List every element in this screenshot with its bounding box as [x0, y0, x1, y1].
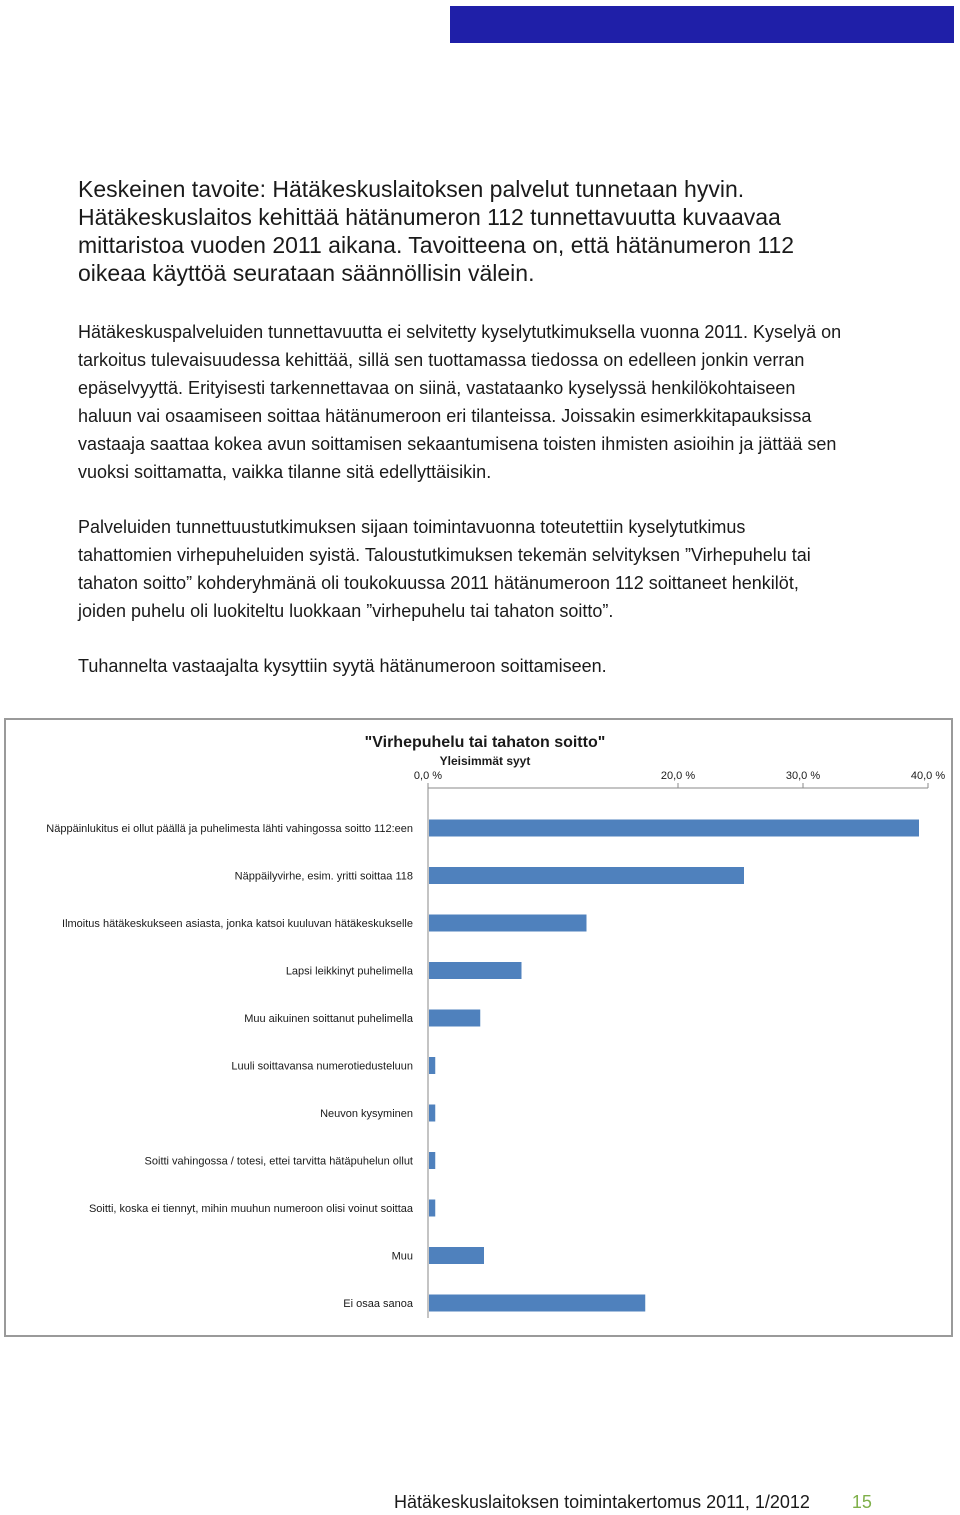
bar [429, 962, 522, 979]
paragraph-line: Tuhannelta vastaajalta kysyttiin syytä hätänumeroon soittamiseen. [78, 656, 607, 676]
paragraph-question [78, 652, 928, 680]
category-label: Näppäilyvirhe, esim. yritti soittaa 118 [234, 870, 413, 883]
bar-chart-frame [4, 718, 953, 1337]
category-label: Näppäinlukitus ei ollut päällä ja puhelimesta lähti vahingossa soitto 112:een [46, 823, 413, 835]
category-label: Ilmoitus hätäkeskukseen asiasta, jonka katsoi kuuluvan hätäkeskukselle [62, 918, 413, 930]
bar [429, 1057, 435, 1074]
bar [429, 820, 919, 837]
goal-line: Hätäkeskuslaitos kehittää hätänumeron 112 tunnettavuutta kuvaavaa [78, 204, 781, 230]
chart-title: "Virhepuhelu tai tahaton soitto" [364, 734, 606, 751]
page-number: 15 [851, 1492, 872, 1512]
bar [429, 1200, 435, 1217]
header-color-band [450, 6, 954, 43]
category-label: Lapsi leikkinyt puhelimella [285, 965, 413, 978]
chart-subtitle: Yleisimmät syyt [439, 754, 531, 768]
paragraph-line: tahaton soitto” kohderyhmänä oli toukokuussa 2011 hätänumeroon 112 soittaneet henkilöt, [78, 573, 799, 593]
paragraph-survey-note [78, 318, 928, 486]
x-tick-label: 0,0 % [413, 770, 443, 782]
paragraph-study-description [78, 513, 928, 625]
x-tick-label: 40,0 % [910, 770, 946, 782]
paragraph-line: Hätäkeskuspalveluiden tunnettavuutta ei selvitetty kyselytutkimuksella vuonna 2011. Kyselyä on [78, 322, 842, 342]
paragraph-line: epäselvyyttä. Erityisesti tarkennettavaa on siinä, vastataanko kyselyssä henkilökohtaiseen [78, 378, 796, 398]
category-label: Luuli soittavansa numerotiedusteluun [231, 1060, 413, 1073]
x-tick-label: 20,0 % [660, 770, 696, 782]
bar [429, 1295, 645, 1312]
category-label: Ei osaa sanoa [343, 1298, 413, 1310]
page-footer [394, 1490, 872, 1514]
bar [429, 1247, 484, 1264]
category-label: Soitti, koska ei tiennyt, mihin muuhun numeroon olisi voinut soittaa [88, 1203, 413, 1215]
category-label: Soitti vahingossa / totesi, ettei tarvitta hätäpuhelun ollut [144, 1155, 413, 1168]
footer-title: Hätäkeskuslaitoksen toimintakertomus 2011, 1/2012 [394, 1492, 810, 1512]
goal-line: Keskeinen tavoite: Hätäkeskuslaitoksen palvelut tunnetaan hyvin. [78, 176, 745, 202]
bar-chart [6, 720, 951, 1335]
bar [429, 915, 587, 932]
category-label: Neuvon kysyminen [320, 1108, 413, 1120]
bar [429, 1105, 435, 1122]
goal-line: oikeaa käyttöä seurataan säännöllisin välein. [78, 260, 535, 286]
goal-line: mittaristoa vuoden 2011 aikana. Tavoitteena on, että hätänumeron 112 [78, 232, 795, 258]
paragraph-line: tahattomien virhepuheluiden syistä. Taloustutkimuksen tekemän selvityksen ”Virhepuhelu tai [78, 545, 811, 565]
category-label: Muu aikuinen soittanut puhelimella [244, 1013, 413, 1025]
bar [429, 867, 744, 884]
bar [429, 1152, 435, 1169]
paragraph-line: haluun vai osaamiseen soittaa hätänumeroon eri tilanteissa. Joissakin esimerkkitapauksissa [78, 406, 812, 426]
paragraph-line: joiden puhelu oli luokiteltu luokkaan ”virhepuhelu tai tahaton soitto”. [78, 601, 614, 621]
paragraph-line: vastaaja saattaa kokea avun soittamisen sekaantumisena toisten ihmisten asioihin ja jättää sen [78, 434, 837, 454]
x-tick-label: 30,0 % [785, 770, 821, 782]
paragraph-line: tarkoitus tulevaisuudessa kehittää, sillä sen tuottamassa tiedossa on edelleen jonkin verran [78, 350, 805, 370]
bar [429, 1010, 480, 1027]
paragraph-line: vuoksi soittamatta, vaikka tilanne sitä edellyttäisikin. [78, 462, 492, 482]
category-label: Muu [391, 1250, 413, 1263]
goal-statement [78, 175, 898, 287]
paragraph-line: Palveluiden tunnettuustutkimuksen sijaan toimintavuonna toteutettiin kyselytutkimus [78, 517, 746, 537]
